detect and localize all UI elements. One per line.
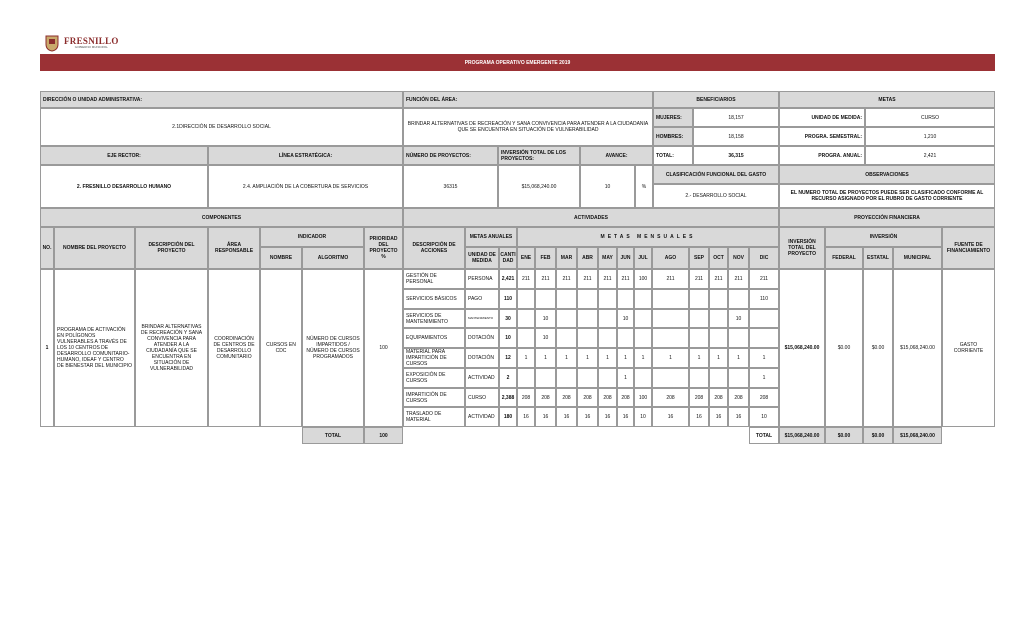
activity-month-value: 10 (749, 407, 779, 427)
activity-month-value: 211 (577, 269, 598, 289)
activity-month-value (556, 309, 577, 328)
inversion-total-label: INVERSIÓN TOTAL DE LOS PROYECTOS: (498, 146, 580, 165)
activity-month-value: 1 (709, 348, 728, 368)
activity-month-value: 211 (556, 269, 577, 289)
col-unidad-medida: UNIDAD DE MEDIDA (465, 247, 499, 269)
activity-month-value (728, 368, 749, 388)
activity-month-value: 208 (728, 388, 749, 407)
activity-month-value (689, 328, 709, 348)
col-prioridad: PRIORIDAD DEL PROYECTO % (364, 227, 403, 269)
linea-estrategica-value: 2.4. AMPLIACIÓN DE LA COBERTURA DE SERVICIOS (208, 165, 403, 208)
col-month: AGO (652, 247, 689, 269)
activity-month-value (517, 368, 535, 388)
activity-month-value: 10 (535, 328, 556, 348)
col-fuente: FUENTE DE FINANCIAMIENTO (942, 227, 995, 269)
activity-month-value: 16 (728, 407, 749, 427)
project-municipal: $15,068,240.00 (893, 269, 942, 427)
activity-month-value (634, 289, 652, 309)
activity-cantidad: 180 (499, 407, 517, 427)
funcion-label: FUNCIÓN DEL ÁREA: (403, 91, 653, 108)
project-fuente: GASTO CORRIENTE (942, 269, 995, 427)
direccion-label: DIRECCIÓN O UNIDAD ADMINISTRATIVA: (40, 91, 403, 108)
activity-month-value (689, 289, 709, 309)
activity-accion: TRASLADO DE MATERIAL (403, 407, 465, 427)
activity-month-value: 1 (535, 348, 556, 368)
avance-label: AVANCE: (580, 146, 653, 165)
col-ind-nombre: NOMBRE (260, 247, 302, 269)
activity-month-value (634, 309, 652, 328)
activity-month-value (634, 368, 652, 388)
activity-month-value (652, 368, 689, 388)
activity-month-value: 1 (517, 348, 535, 368)
activity-month-value (598, 368, 617, 388)
eje-rector-value: 2. FRESNILLO DESARROLLO HUMANO (40, 165, 208, 208)
activity-month-value (577, 368, 598, 388)
activity-month-value (652, 309, 689, 328)
activity-month-value: 211 (598, 269, 617, 289)
activity-month-value (517, 289, 535, 309)
activity-month-value (598, 309, 617, 328)
activity-month-value (749, 328, 779, 348)
activity-month-value: 1 (617, 348, 634, 368)
col-month: DIC (749, 247, 779, 269)
activity-unidad: ACTIVIDAD (465, 407, 499, 427)
col-estatal: ESTATAL (863, 247, 893, 269)
activity-cantidad: 2,421 (499, 269, 517, 289)
avance-unit: % (635, 165, 653, 208)
col-inversion-total: INVERSIÓN TOTAL DEL PROYECTO (779, 227, 825, 269)
col-month: OCT (709, 247, 728, 269)
activity-month-value: 16 (535, 407, 556, 427)
col-metas-anuales: METAS ANUALES (465, 227, 517, 247)
activity-month-value: 1 (556, 348, 577, 368)
eje-rector-label: EJE RECTOR: (40, 146, 208, 165)
hombres-label: HOMBRES: (653, 127, 693, 146)
activity-month-value: 208 (709, 388, 728, 407)
activity-month-value: 16 (556, 407, 577, 427)
activity-month-value: 1 (617, 368, 634, 388)
activity-month-value (598, 289, 617, 309)
total-label: TOTAL: (653, 146, 693, 165)
total-estatal: $0.00 (863, 427, 893, 444)
activity-accion: MATERIAL PARA IMPARTICIÓN DE CURSOS (403, 348, 465, 368)
col-metas-mensuales: METAS MENSUALES (517, 227, 779, 247)
activity-month-value (689, 309, 709, 328)
activity-unidad: DOTACIÓN (465, 328, 499, 348)
activity-month-value (728, 328, 749, 348)
col-area: ÁREA RESPONSABLE (208, 227, 260, 269)
activity-month-value (689, 368, 709, 388)
activity-month-value: 16 (652, 407, 689, 427)
col-indicador: INDICADOR (260, 227, 364, 247)
col-nombre-proyecto: NOMBRE DEL PROYECTO (54, 227, 135, 269)
activity-accion: EQUIPAMIENTOS (403, 328, 465, 348)
page-title: PROGRAMA OPERATIVO EMERGENTE 2019 (40, 54, 995, 71)
activity-month-value: 110 (749, 289, 779, 309)
col-algoritmo: ALGORITMO (302, 247, 364, 269)
col-month: NOV (728, 247, 749, 269)
metas-label: METAS (779, 91, 995, 108)
activity-month-value (709, 328, 728, 348)
clasificacion-value: 2.- DESARROLLO SOCIAL (653, 184, 779, 208)
project-indicador-nombre: CURSOS EN CDC (260, 269, 302, 427)
activity-accion: EXPOSICIÓN DE CURSOS (403, 368, 465, 388)
beneficiarios-label: BENEFICIARIOS (653, 91, 779, 108)
semestral-label: PROGRA. SEMESTRAL: (779, 127, 865, 146)
project-descripcion: BRINDAR ALTERNATIVAS DE RECREACIÓN Y SANA CONVIVENCIA PARA ATENDER A LA CIUDADANÍA QUE SE ENCUENTRA EN SITUACIÓN DE VULNERABILIDAD (135, 269, 208, 427)
activity-month-value: 100 (634, 388, 652, 407)
col-descripcion-acciones: DESCRIPCIÓN DE ACCIONES (403, 227, 465, 269)
coat-of-arms-icon (44, 34, 60, 52)
avance-value: 10 (580, 165, 635, 208)
total-value: 36,315 (693, 146, 779, 165)
activity-month-value: 208 (598, 388, 617, 407)
activity-month-value: 16 (598, 407, 617, 427)
activity-month-value (556, 289, 577, 309)
total-municipal: $15,068,240.00 (893, 427, 942, 444)
direccion-value: 2.1DIRECCIÓN DE DESARROLLO SOCIAL (40, 108, 403, 146)
activity-month-value: 211 (535, 269, 556, 289)
col-month: JUL (634, 247, 652, 269)
anual-value: 2,421 (865, 146, 995, 165)
total-label-right: TOTAL (749, 427, 779, 444)
num-proyectos-label: NÚMERO DE PROYECTOS: (403, 146, 498, 165)
activity-month-value: 208 (689, 388, 709, 407)
project-federal: $0.00 (825, 269, 863, 427)
col-no: NO. (40, 227, 54, 269)
activity-month-value: 211 (517, 269, 535, 289)
activity-unidad: DOTACIÓN (465, 348, 499, 368)
mujeres-value: 18,157 (693, 108, 779, 127)
activity-cantidad: 30 (499, 309, 517, 328)
col-month: FEB (535, 247, 556, 269)
activity-month-value: 208 (749, 388, 779, 407)
col-federal: FEDERAL (825, 247, 863, 269)
activity-accion: SERVICIOS BÁSICOS (403, 289, 465, 309)
col-descripcion-proyecto: DESCRIPCIÓN DEL PROYECTO (135, 227, 208, 269)
activity-month-value (709, 368, 728, 388)
unidad-medida-label: UNIDAD DE MEDIDA: (779, 108, 865, 127)
activity-month-value: 1 (634, 348, 652, 368)
anual-label: PROGRA. ANUAL: (779, 146, 865, 165)
col-inversion: INVERSIÓN (825, 227, 942, 247)
activity-month-value (617, 289, 634, 309)
activity-month-value (709, 309, 728, 328)
col-month: JUN (617, 247, 634, 269)
activity-month-value: 1 (689, 348, 709, 368)
activity-month-value: 10 (728, 309, 749, 328)
observaciones-label: OBSERVACIONES (779, 165, 995, 184)
activity-cantidad: 12 (499, 348, 517, 368)
activity-month-value (617, 328, 634, 348)
activity-accion: SERVICIOS DE MANTENIMIENTO (403, 309, 465, 328)
activity-month-value: 208 (535, 388, 556, 407)
activity-month-value: 16 (577, 407, 598, 427)
col-month: MAR (556, 247, 577, 269)
activity-month-value: 16 (617, 407, 634, 427)
activity-month-value: 208 (617, 388, 634, 407)
activity-cantidad: 2,388 (499, 388, 517, 407)
activity-month-value (556, 368, 577, 388)
activity-month-value: 211 (728, 269, 749, 289)
project-prioridad: 100 (364, 269, 403, 427)
activity-cantidad: 10 (499, 328, 517, 348)
activity-month-value (598, 328, 617, 348)
activity-cantidad: 2 (499, 368, 517, 388)
hombres-value: 18,158 (693, 127, 779, 146)
total-federal: $0.00 (825, 427, 863, 444)
activity-unidad: ACTIVIDAD (465, 368, 499, 388)
activity-month-value (517, 328, 535, 348)
activity-month-value (652, 328, 689, 348)
mujeres-label: MUJERES: (653, 108, 693, 127)
activity-month-value: 1 (652, 348, 689, 368)
activity-month-value: 211 (749, 269, 779, 289)
activity-month-value: 1 (728, 348, 749, 368)
actividades-header: ACTIVIDADES (403, 208, 779, 227)
activity-month-value (535, 289, 556, 309)
activity-month-value: 208 (556, 388, 577, 407)
unidad-medida-value: CURSO (865, 108, 995, 127)
activity-accion: GESTIÓN DE PERSONAL (403, 269, 465, 289)
proyeccion-header: PROYECCIÓN FINANCIERA (779, 208, 995, 227)
activity-unidad: MANTENIMIENTO (465, 309, 499, 328)
activity-unidad: PERSONA (465, 269, 499, 289)
activity-month-value: 16 (517, 407, 535, 427)
project-estatal: $0.00 (863, 269, 893, 427)
col-month: MAY (598, 247, 617, 269)
clasificacion-label: CLASIFICACIÓN FUNCIONAL DEL GASTO (653, 165, 779, 184)
linea-estrategica-label: LÍNEA ESTRATÉGICA: (208, 146, 403, 165)
activity-month-value (728, 289, 749, 309)
total-prioridad: 100 (364, 427, 403, 444)
activity-month-value (517, 309, 535, 328)
activity-cantidad: 110 (499, 289, 517, 309)
brand-subtitle: GOBIERNO MUNICIPAL (74, 45, 108, 49)
activity-month-value: 1 (577, 348, 598, 368)
activity-unidad: CURSO (465, 388, 499, 407)
num-proyectos-value: 36315 (403, 165, 498, 208)
project-area: COORDINACIÓN DE CENTROS DE DESARROLLO COMUNITARIO (208, 269, 260, 427)
activity-month-value: 10 (634, 407, 652, 427)
project-nombre: PROGRAMA DE ACTIVACIÓN EN POLÍGONOS VULNERABLES A TRAVÉS DE LOS 10 CENTROS DE DESARROLLO COMUNITARIO-HUMANO, IDEAF Y CENTRO DE BIENESTAR DEL MUNICIPIO (54, 269, 135, 427)
project-inversion-total: $15,068,240.00 (779, 269, 825, 427)
activity-month-value (556, 328, 577, 348)
activity-month-value (577, 289, 598, 309)
brand-name: FRESNILLO (64, 36, 119, 46)
activity-month-value: 208 (517, 388, 535, 407)
funcion-value: BRINDAR ALTERNATIVAS DE RECREACIÓN Y SANA CONVIVENCIA PARA ATENDER A LA CIUDADANIA QUE SE ENCUENTRA EN SITUACIÓN DE VULNERABILIDAD (403, 108, 653, 146)
col-month: ABR (577, 247, 598, 269)
activity-month-value (749, 309, 779, 328)
activity-month-value: 208 (577, 388, 598, 407)
activity-month-value: 1 (598, 348, 617, 368)
activity-month-value (709, 289, 728, 309)
col-cantidad: CANTI DAD (499, 247, 517, 269)
activity-month-value: 10 (535, 309, 556, 328)
inversion-total-value: $15,068,240.00 (498, 165, 580, 208)
activity-month-value: 10 (617, 309, 634, 328)
activity-month-value (634, 328, 652, 348)
activity-month-value: 211 (652, 269, 689, 289)
activity-month-value: 16 (709, 407, 728, 427)
activity-month-value (652, 289, 689, 309)
activity-month-value: 211 (709, 269, 728, 289)
componentes-header: COMPONENTES (40, 208, 403, 227)
activity-month-value: 1 (749, 348, 779, 368)
project-no: 1 (40, 269, 54, 427)
observaciones-value: EL NUMERO TOTAL DE PROYECTOS PUEDE SER CLASIFICADO CONFORME AL RECURSO ASIGNADO POR EL RUBRO DE GASTO CORRIENTE (779, 184, 995, 208)
activity-month-value (577, 309, 598, 328)
activity-month-value: 211 (689, 269, 709, 289)
col-month: SEP (689, 247, 709, 269)
fresnillo-logo (44, 32, 119, 54)
activity-month-value: 16 (689, 407, 709, 427)
activity-unidad: PAGO (465, 289, 499, 309)
project-algoritmo: NÚMERO DE CURSOS IMPARTIDOS / NÚMERO DE CURSOS PROGRAMADOS (302, 269, 364, 427)
activity-month-value: 1 (749, 368, 779, 388)
col-municipal: MUNICIPAL (893, 247, 942, 269)
activity-month-value: 208 (652, 388, 689, 407)
activity-month-value (535, 368, 556, 388)
activity-month-value: 100 (634, 269, 652, 289)
total-label-left: TOTAL (302, 427, 364, 444)
semestral-value: 1,210 (865, 127, 995, 146)
col-month: ENE (517, 247, 535, 269)
activity-accion: IMPARTICIÓN DE CURSOS (403, 388, 465, 407)
activity-month-value: 211 (617, 269, 634, 289)
activity-month-value (577, 328, 598, 348)
total-inversion: $15,068,240.00 (779, 427, 825, 444)
